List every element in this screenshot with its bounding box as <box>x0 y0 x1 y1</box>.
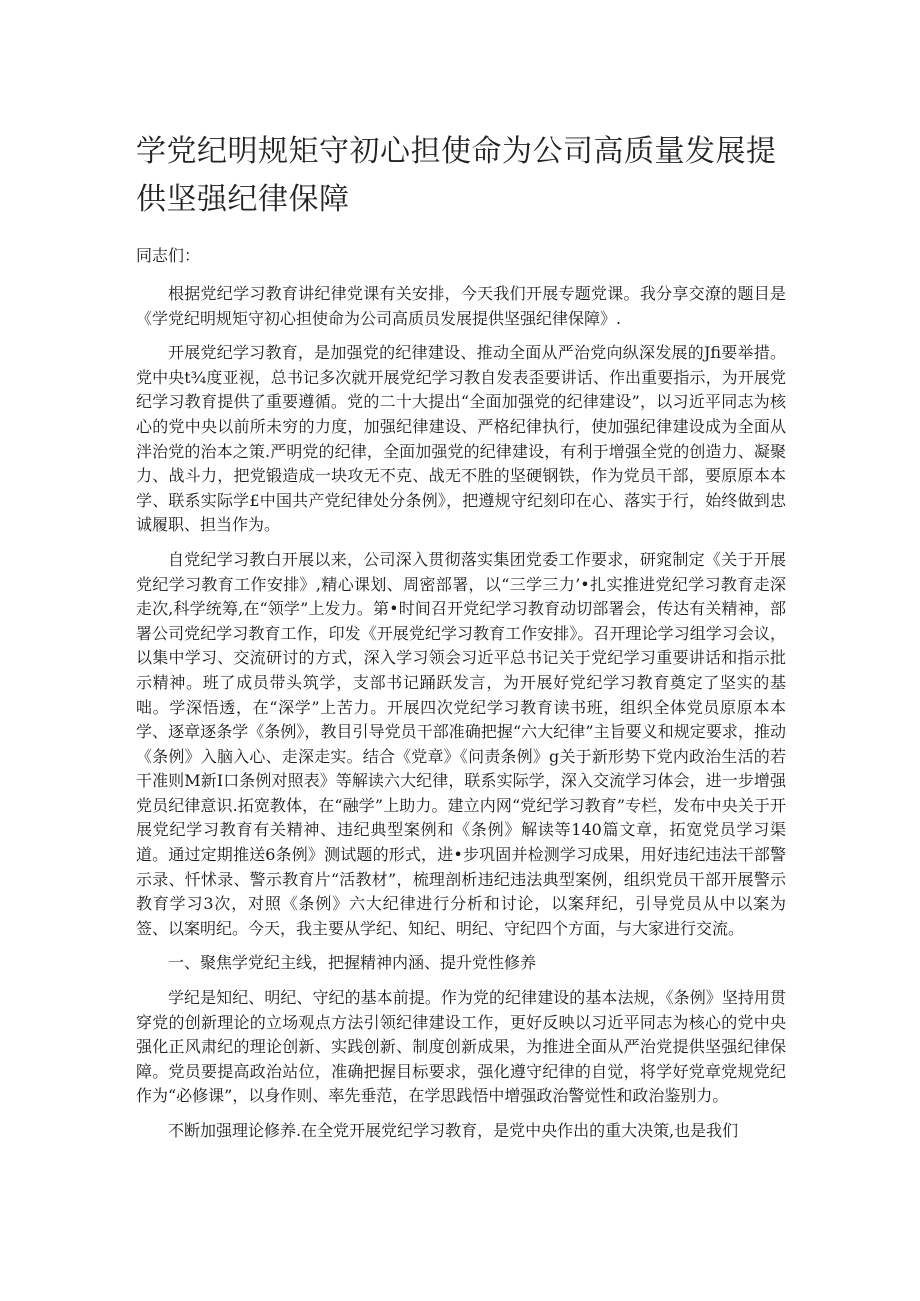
greeting: 同志们： <box>136 246 201 265</box>
section-heading-1: 一、聚焦学党纪主线，把握精神内涵、提升党性修养 <box>168 953 537 973</box>
paragraph-section-1: 学纪是知纪、明纪、守纪的基本前提。作为党的纪律建设的基本法规，《条例》坚持用贯穿党的创新理论的立场观点方法引领纪律建设工作，更好反映以习近平同志为核心的党中央强化正风肃纪的理论创新、实践创新、制度创新成果，为推进全面从严治党提供坚强纪律保障。党员要提高政治站位，准确把握目标要求，强化遵守纪律的自觉，将学好党章党规党纪作为“必修课”，以身作则、率先垂范，在学思践悟中增强政治警觉性和政治鉴别力。 <box>136 988 786 1106</box>
paragraph-background: 开展党纪学习教育，是加强党的纪律建设、推动全面从严治党向纵深发展的Jfi要举措。党中央t¾度亚视，总书记多次就开展党纪学习教自发表歪要讲话、作出重要指示，为开展党纪学习教育提供了重要遵循。党的二十大提出“全面加强党的纪律建设”，以习近平同志为核心的党中央以前所未穷的力度，加强纪律建设、严格纪律执行，使加强纪律建设成为全面从泮治党的治本之策.严明党的纪律，全面加强党的纪律建设，有利于增强全党的创造力、凝聚力、战斗力，把党锻造成一块攻无不克、战无不胜的坚硬钢铁，作为党员干部，要原原本本学、联系实际学£中国共产党纪律处分条例》，把遵规守纪刻印在心、落实于行，始终做到忠诚履职、担当作为。 <box>136 343 786 535</box>
paragraph-intro: 根据党纪学习教育讲纪律党课有关安排，今天我们开展专题党课。我分享交潦的题目是《学党纪明规矩守初心担使命为公司高质员发展提供坚强纪律保障》. <box>136 284 786 328</box>
paragraph-progress: 自党纪学习教白开展以来，公司深入贯彻落实集团党委工作要求，研窕制定《关于开展党纪学习教育工作安排》,精心课划、周密部署，以“三学三力’•扎实推进党纪学习教育走深走次,科学统筹,在“领学”上发力。第•时间召开党纪学习教育动切部署会，传达有关精神，部署公司党纪学习教育工作，印发《开展党纪学习教育工作安排》。召开理论学习组学习会议，以集中学习、交流研讨的方式，深入学习领会习近平总书记关于党纪学习重要讲话和指示批示精神。班了成员带头筑学，支部书记踊跃发言，为开展好党纪学习教育奠定了坚实的基咄。学深悟透，在“深学”上苦力。开展四次党纪学习教育读书班，组织全体党员原原本本学、逐章逐条学《条例》，教目引导党员干部准确把握“六大纪律”主旨要义和规定要求，推动《条例》入脑入心、走深走实。结合《党章》《问责条例》g关于新形势下党内政治生活的若干准则M新I口条例对照表》等解读六大纪律，联系实际学，深入交流学习体会，进一步增强党员纪律意识.拓宽教体，在“融学”上助力。建立内网“党纪学习教育”专栏，发布中央关于开展党纪学习教育有关精神、违纪典型案例和《条例》解读等140篇文章，拓宽党员学习渠道。通过定期推送6条例》测试题的形式，进•步巩固并检测学习成果，用好违纪违法干部警示录、忏怵录、警示教育片“活教材”，梳理剖析违纪违法典型案例，组织党员干部开展警示教育学习3次，对照《条例》六大纪律进行分析和讨论，以案拜纪，引导党员从中以案为签、以案明纪。今天，我主要从学纪、知纪、明纪、守纪四个方面，与大家进行交流。 <box>136 549 786 938</box>
document-title: 学党纪明规矩守初心担使命为公司高质量发展提供坚强纪律保障 <box>136 134 777 217</box>
document-page <box>136 128 786 1154</box>
paragraph-theory: 不断加强理论修养.在全党开展党纪学习教育，是党中央作出的重大决策,也是我们 <box>168 1121 739 1140</box>
